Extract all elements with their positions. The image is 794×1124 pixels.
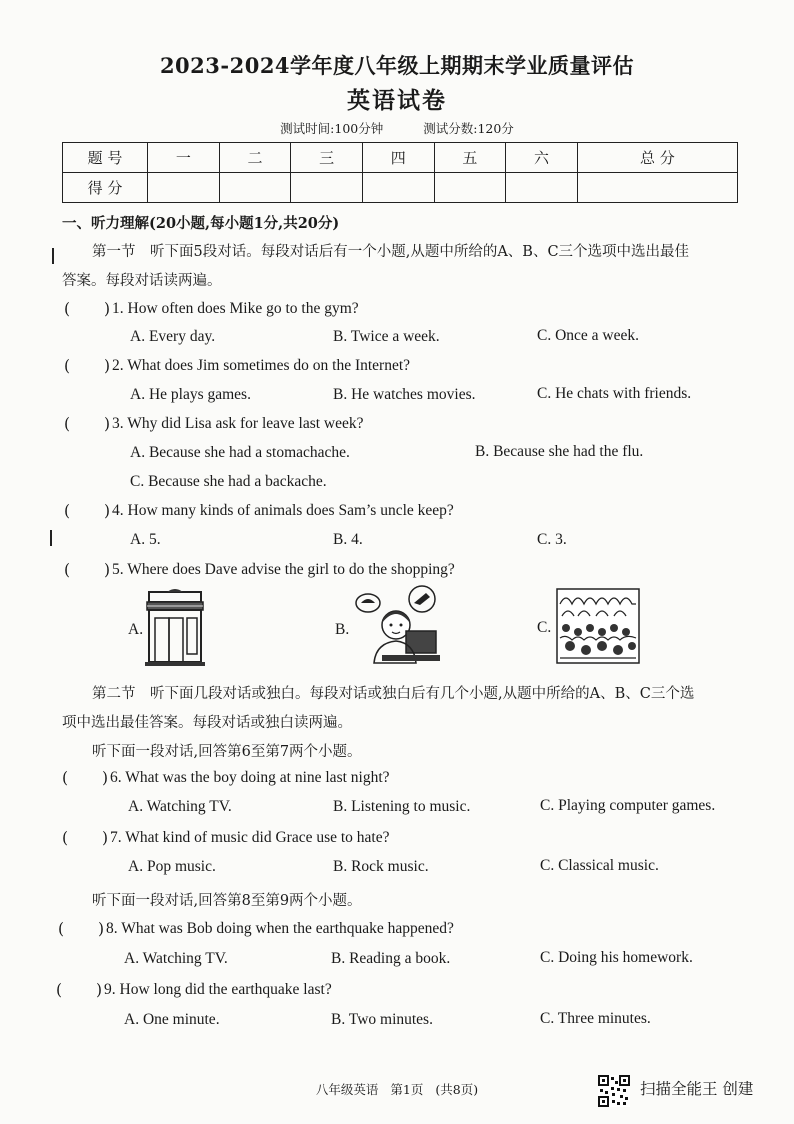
option-b: B. Rock music. [333, 858, 429, 875]
option-c: C. Once a week. [537, 327, 639, 344]
answer-paren-close: ) [104, 415, 111, 433]
answer-paren-open: ( [64, 502, 71, 520]
option-b: B. [335, 621, 350, 638]
header-cell: 总 分 [577, 143, 737, 173]
option-b: B. Because she had the flu. [475, 443, 644, 460]
answer-paren-open: ( [64, 561, 71, 579]
option-c: C. He chats with friends. [537, 385, 692, 402]
header-cell: 二 [219, 143, 291, 173]
option-a: A. Watching TV. [128, 798, 232, 815]
group-instruction: 听下面一段对话,回答第6至第7两个小题。 [92, 744, 362, 760]
answer-paren-close: ) [104, 300, 111, 318]
score-cell[interactable] [148, 173, 220, 203]
option-b: B. Listening to music. [333, 798, 471, 815]
header-cell: 三 [291, 143, 363, 173]
answer-paren-close: ) [104, 502, 111, 520]
header-cell: 四 [362, 143, 434, 173]
instruction-text: 第一节 听下面5段对话。每段对话后有一个小题,从题中所给的A、B、C三个选项中选出最佳 [92, 244, 690, 260]
option-b: B. Reading a book. [331, 950, 451, 967]
question-text: 8. What was Bob doing when the earthquake happened? [106, 920, 454, 937]
score-cell[interactable] [362, 173, 434, 203]
score-info: 测试分数:120分 [423, 121, 514, 136]
option-b: B. Two minutes. [331, 1011, 433, 1028]
header-cell: 题 号 [63, 143, 148, 173]
question-text: 7. What kind of music did Grace use to hate? [110, 829, 390, 846]
option-c: C. Classical music. [540, 857, 659, 874]
answer-paren-close: ) [102, 829, 109, 847]
answer-paren-close: ) [98, 920, 105, 938]
option-c: C. Playing computer games. [540, 797, 716, 814]
answer-paren-close: ) [102, 769, 109, 787]
exam-info [0, 119, 794, 137]
option-a: A. One minute. [124, 1011, 220, 1028]
answer-paren-open: ( [64, 300, 71, 318]
question-text: 4. How many kinds of animals does Sam’s uncle keep? [112, 502, 454, 519]
online-shopping-picture [352, 585, 442, 665]
answer-paren-open: ( [62, 829, 69, 847]
exam-title: 2023-2024学年度八年级上期期末学业质量评估 [159, 53, 635, 78]
edge-mark [50, 530, 52, 546]
question-text: 2. What does Jim sometimes do on the Internet? [112, 357, 411, 374]
answer-paren-close: ) [96, 981, 103, 999]
score-cell[interactable] [291, 173, 363, 203]
answer-paren-open: ( [56, 981, 63, 999]
option-a: A. Every day. [130, 328, 216, 345]
instruction-text: 项中选出最佳答案。每段对话或独白读两遍。 [62, 715, 352, 731]
question-text: 3. Why did Lisa ask for leave last week? [112, 415, 364, 432]
option-c: C. Doing his homework. [540, 949, 693, 966]
option-a: A. Because she had a stomachache. [130, 444, 350, 461]
option-a: A. Pop music. [128, 858, 216, 875]
market-picture [556, 588, 640, 664]
header-cell: 六 [506, 143, 578, 173]
score-table-header-row [63, 143, 738, 173]
footer-total: (共8页) [435, 1082, 479, 1097]
group-instruction: 听下面一段对话,回答第8至第9两个小题。 [92, 893, 362, 909]
score-table-score-row [63, 173, 738, 203]
section-title: 一、听力理解(20小题,每小题1分,共20分) [62, 215, 340, 232]
footer-page: 第1页 [390, 1082, 424, 1097]
option-a: A. Watching TV. [124, 950, 228, 967]
answer-paren-open: ( [58, 920, 65, 938]
score-cell[interactable] [577, 173, 737, 203]
option-a: A. [128, 621, 144, 638]
option-c: C. 3. [537, 531, 567, 548]
option-c: C. Three minutes. [540, 1010, 651, 1027]
option-b: B. He watches movies. [333, 386, 476, 403]
header-cell: 一 [148, 143, 220, 173]
instruction-text: 第二节 听下面几段对话或独白。每段对话或独白后有几个小题,从题中所给的A、B、C三个选 [92, 686, 695, 702]
option-a: A. 5. [130, 531, 161, 548]
answer-paren-open: ( [64, 415, 71, 433]
answer-paren-open: ( [62, 769, 69, 787]
score-cell[interactable] [219, 173, 291, 203]
question-text: 9. How long did the earthquake last? [104, 981, 332, 998]
option-c: C. Because she had a backache. [130, 473, 327, 490]
answer-paren-close: ) [104, 561, 111, 579]
question-text: 5. Where does Dave advise the girl to do the shopping? [112, 561, 455, 578]
shop-picture [145, 588, 205, 666]
question-text: 1. How often does Mike go to the gym? [112, 300, 359, 317]
scanner-watermark: 扫描全能王 创建 [640, 1080, 754, 1098]
option-b: B. Twice a week. [333, 328, 440, 345]
score-cell[interactable] [506, 173, 578, 203]
subject-title: 英语试卷 [347, 87, 447, 114]
score-table [62, 142, 738, 203]
score-row-label: 得 分 [63, 173, 148, 203]
time-info: 测试时间:100分钟 [280, 121, 384, 136]
score-cell[interactable] [434, 173, 506, 203]
qr-code-icon [598, 1075, 630, 1107]
option-b: B. 4. [333, 531, 363, 548]
answer-paren-open: ( [64, 357, 71, 375]
question-text: 6. What was the boy doing at nine last night? [110, 769, 390, 786]
header-cell: 五 [434, 143, 506, 173]
instruction-text: 答案。每段对话读两遍。 [62, 273, 222, 289]
option-c: C. [537, 619, 552, 636]
footer-subject: 八年级英语 [315, 1082, 379, 1097]
answer-paren-close: ) [104, 357, 111, 375]
option-a: A. He plays games. [130, 386, 251, 403]
edge-mark [52, 248, 54, 264]
